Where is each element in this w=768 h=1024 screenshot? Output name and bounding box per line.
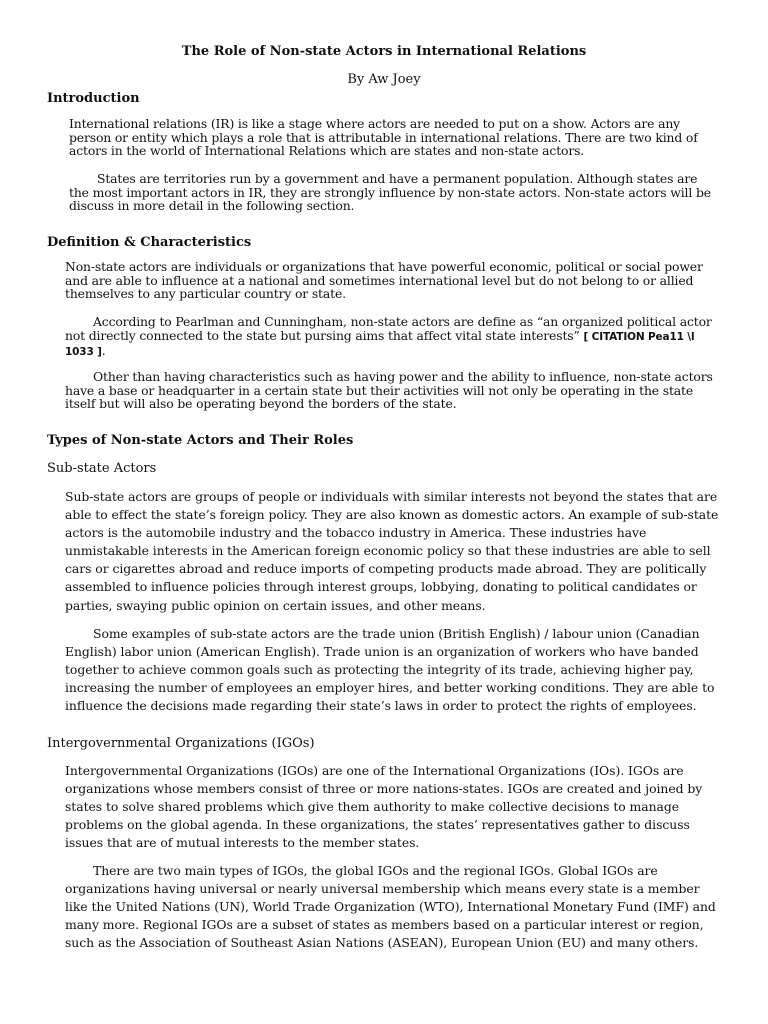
definition-paragraph-3: Other than having characteristics such as having power and the ability to influence, non-state actors have a base or headquarter in a certain state but their activities will not only be operating in the state itself but will also be operating beyond the borders of the state.: [65, 369, 713, 411]
definition-paragraph-1: Non-state actors are individuals or organizations that have powerful economic, political or social power and are able to influence at a national and sometimes international level but do not belong to or allied themselves to any particular country or state.: [65, 259, 703, 301]
subheading-igos: Intergovernmental Organizations (IGOs): [47, 736, 315, 751]
definition-paragraph-2-tail: .: [101, 343, 106, 358]
heading-introduction: Introduction: [47, 91, 140, 106]
subheading-substate-actors: Sub-state Actors: [47, 461, 157, 476]
definition-paragraph-2: [65, 315, 723, 360]
introduction-paragraph-1: International relations (IR) is like a stage where actors are needed to put on a show. Actors are any person or entity which plays a role that is attributable in international relations. There are two kind of actors in the world of International Relations which are states and non-state actors.: [69, 116, 698, 158]
igos-paragraph-2: There are two main types of IGOs, the global IGOs and the regional IGOs. Global IGOs are organizations having universal or nearly universal membership which means every state is a member like the United Nations (UN), World Trade Organization (WTO), International Monetary Fund (IMF) and many more. Regional IGOs are a subset of states as members based on a particular interest or region, such as the Association of Southeast Asian Nations (ASEAN), European Union (EU) and many others.: [65, 863, 716, 951]
document-author: By Aw Joey: [347, 72, 421, 87]
substate-paragraph-2: Some examples of sub-state actors are the trade union (British English) / labour union (Canadian English) labor union (American English). Trade union is an organization of workers who have banded together to achieve common goals such as protecting the integrity of its trade, achieving higher pay, increasing the number of employees an employer hires, and better working conditions. They are able to influence the decisions made regarding their state’s laws in order to protect the rights of employees.: [65, 626, 715, 714]
heading-types: Types of Non-state Actors and Their Roles: [47, 433, 354, 448]
definition-paragraph-2-text: According to Pearlman and Cunningham, non-state actors are define as “an organized political actor not directly connected to the state but pursing aims that affect vital state interests”: [65, 314, 712, 343]
citation-field: [ CITATION Pea11 \l 1033 ]: [65, 330, 695, 358]
heading-definition: Definition & Characteristics: [47, 235, 252, 250]
igos-paragraph-1: Intergovernmental Organizations (IGOs) are one of the International Organizations (IOs). IGOs are organizations whose members consist of three or more nations-states. IGOs are created and joined by states to solve shared problems which give them authority to make collective decisions to manage problems on the global agenda. In these organizations, the states’ representatives gather to discuss issues that are of mutual interests to the member states.: [65, 763, 703, 851]
introduction-paragraph-2: States are territories run by a government and have a permanent population. Although states are the most important actors in IR, they are strongly influence by non-state actors. Non-state actors will be discuss in more detail in the following section.: [69, 171, 711, 213]
substate-paragraph-1: Sub-state actors are groups of people or individuals with similar interests not beyond the states that are able to effect the state’s foreign policy. They are also known as domestic actors. An example of sub-state actors is the automobile industry and the tobacco industry in America. These industries have unmistakable interests in the American foreign economic policy so that these industries are able to sell cars or cigarettes abroad and reduce imports of competing products made abroad. They are politically assembled to influence policies through interest groups, lobbying, donating to political candidates or parties, swaying public opinion on certain issues, and other means.: [65, 489, 719, 613]
document-title: The Role of Non-state Actors in International Relations: [181, 44, 587, 59]
